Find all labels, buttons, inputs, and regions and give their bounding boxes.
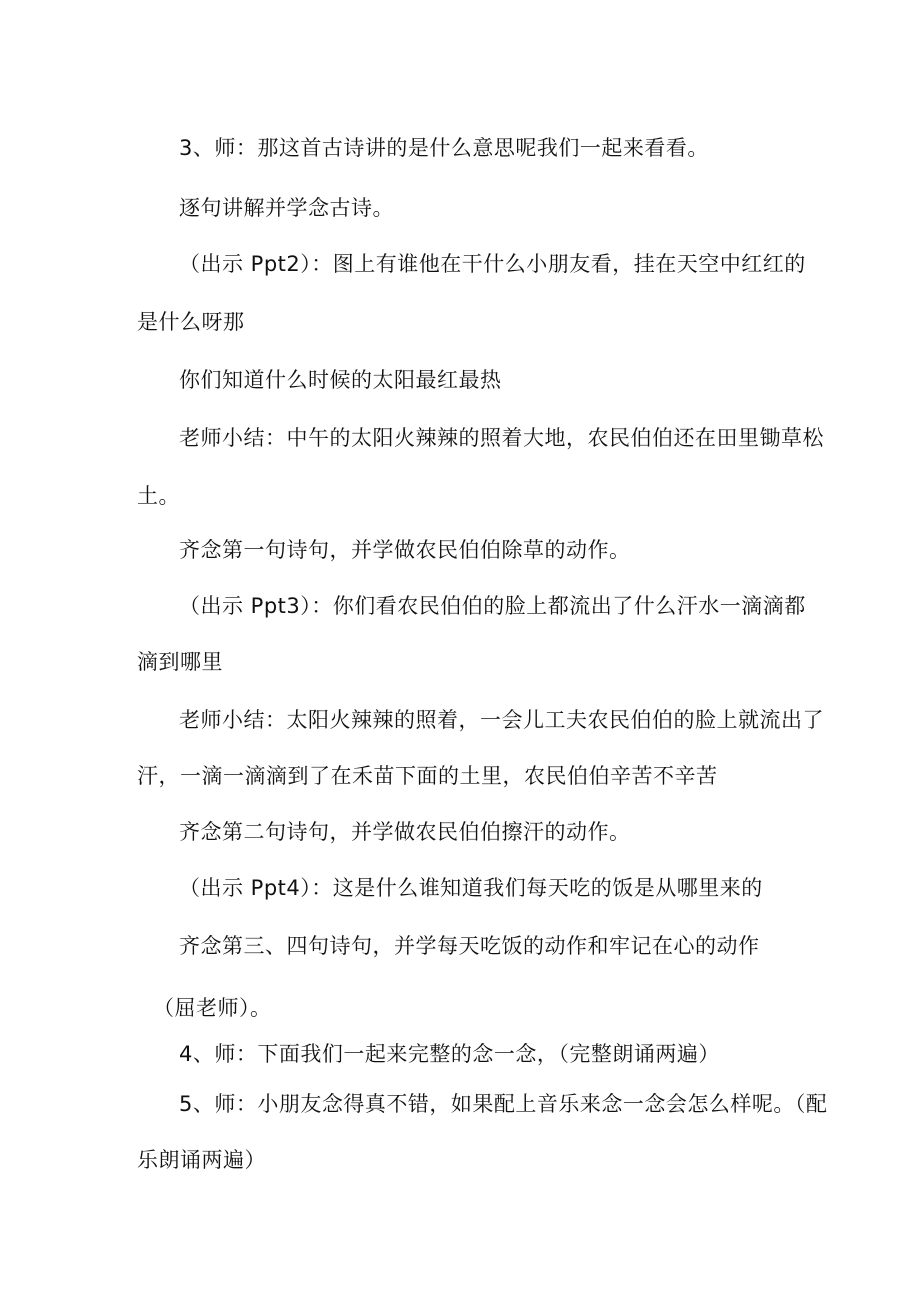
text-line-1: 3、师：那这首古诗讲的是什么意思呢我们一起来看看。: [179, 136, 709, 160]
text-line-3: （出示 Ppt2）：图上有谁他在干什么小朋友看，挂在天空中红红的: [179, 252, 806, 276]
text-line-11: 老师小结：太阳火辣辣的照着，一会儿工夫农民伯伯的脸上就流出了: [179, 708, 824, 732]
text-line-12: 汗，一滴一滴滴到了在禾苗下面的土里，农民伯伯辛苦不辛苦: [137, 764, 718, 788]
text-line-10: 滴到哪里: [137, 650, 223, 674]
text-line-14: （出示 Ppt4）：这是什么谁知道我们每天吃的饭是从哪里来的: [179, 876, 763, 900]
text-line-18: 5、师：小朋友念得真不错，如果配上音乐来念一念会怎么样呢。（配: [179, 1092, 828, 1116]
text-line-17: 4、师：下面我们一起来完整的念一念，（完整朗诵两遍）: [179, 1042, 720, 1066]
text-line-2: 逐句讲解并学念古诗。: [179, 196, 394, 220]
text-line-16: （屈老师）。: [153, 996, 272, 1020]
text-line-7: 土。: [137, 484, 180, 508]
text-line-6: 老师小结：中午的太阳火辣辣的照着大地，农民伯伯还在田里锄草松: [179, 426, 824, 450]
text-line-13: 齐念第二句诗句，并学做农民伯伯擦汗的动作。: [179, 820, 631, 844]
text-line-9: （出示 Ppt3）：你们看农民伯伯的脸上都流出了什么汗水一滴滴都: [179, 594, 806, 618]
text-line-19: 乐朗诵两遍）: [137, 1148, 266, 1172]
text-line-5: 你们知道什么时候的太阳最红最热: [179, 368, 502, 392]
text-line-15: 齐念第三、四句诗句，并学每天吃饭的动作和牢记在心的动作: [179, 934, 760, 958]
text-line-4: 是什么呀那: [137, 310, 245, 334]
text-line-8: 齐念第一句诗句，并学做农民伯伯除草的动作。: [179, 538, 631, 562]
